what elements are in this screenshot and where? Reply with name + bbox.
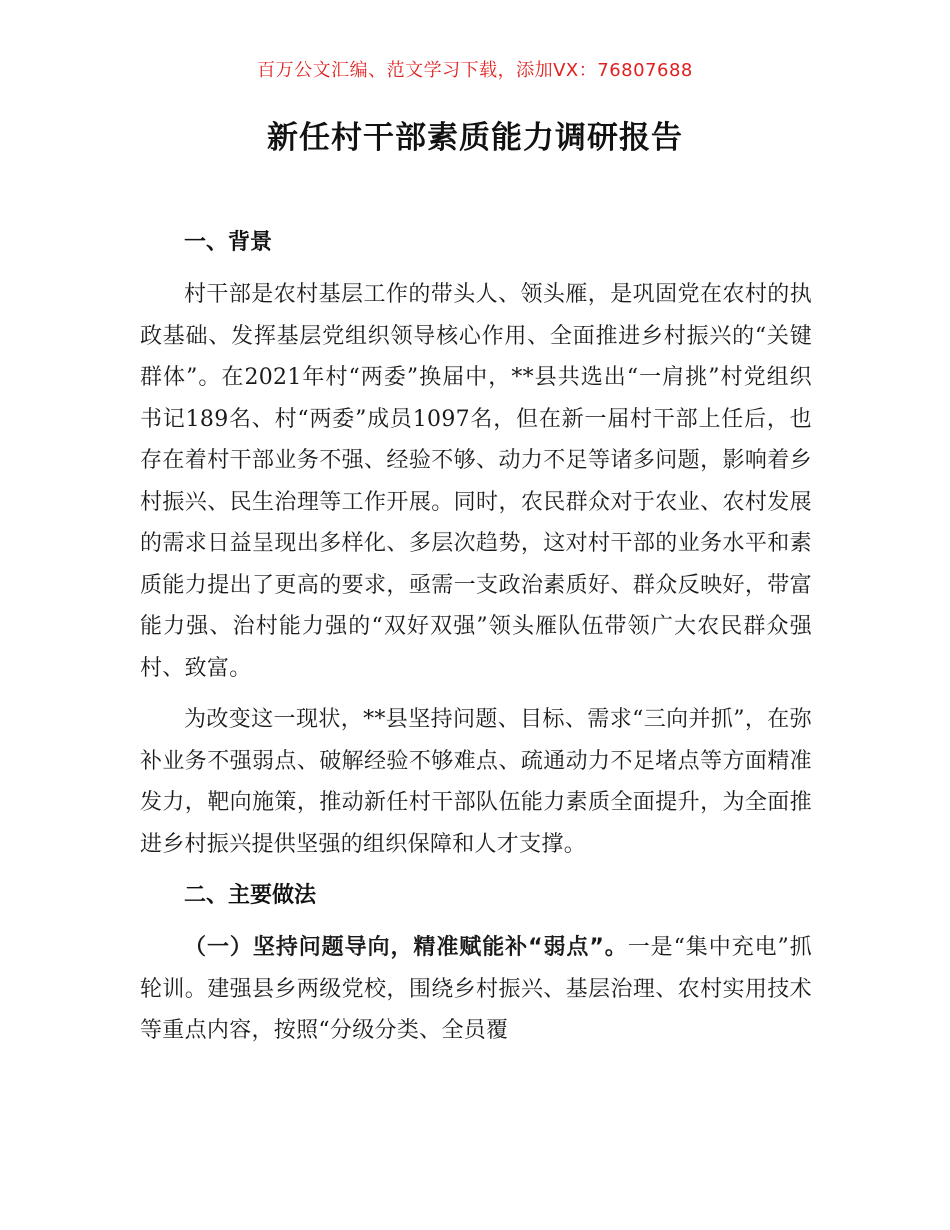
- paragraph-body-text: 一是“集中充电”抓轮训。建强县乡两级党校，围绕乡村振兴、基层治理、农村实用技术等重点内容，按照“分级分类、全员覆: [140, 935, 812, 1043]
- paragraph-background-2: 为改变这一现状，**县坚持问题、目标、需求“三向并抓”，在弥补业务不强弱点、破解经验不够难点、疏通动力不足堵点等方面精准发力，靶向施策，推动新任村干部队伍能力素质全面提升，为全面推进乡村振兴提供坚强的组织保障和人才支撑。: [140, 707, 812, 857]
- paragraph-lead-bold: （一）坚持问题导向，精准赋能补“弱点”。: [184, 935, 628, 960]
- paragraph-background-1: 村干部是农村基层工作的带头人、领头雁，是巩固党在农村的执政基础、发挥基层党组织领导核心作用、全面推进乡村振兴的“关键群体”。在2021年村“两委”换届中，**县共选出“一肩挑”村党组织书记189名、村“两委”成员1097名，但在新一届村干部上任后，也存在着村干部业务不强、经验不够、动力不足等诸多问题，影响着乡村振兴、民生治理等工作开展。同时，农民群众对于农业、农村发展的需求日益呈现出多样化、多层次趋势，这对村干部的业务水平和素质能力提出了更高的要求，亟需一支政治素质好、群众反映好，带富能力强、治村能力强的“双好双强”领头雁队伍带领广大农民群众强村、致富。: [140, 282, 812, 681]
- watermark-banner: 百万公文汇编、范文学习下载，添加VX：76807688: [257, 60, 693, 81]
- paragraph-main-practices-1: [140, 927, 812, 1052]
- document-title: 新任村干部素质能力调研报告: [267, 120, 683, 156]
- section-heading-background: 一、背景: [184, 230, 273, 255]
- document-body: [140, 222, 812, 1062]
- section-heading-main-practices: 二、主要做法: [184, 883, 317, 908]
